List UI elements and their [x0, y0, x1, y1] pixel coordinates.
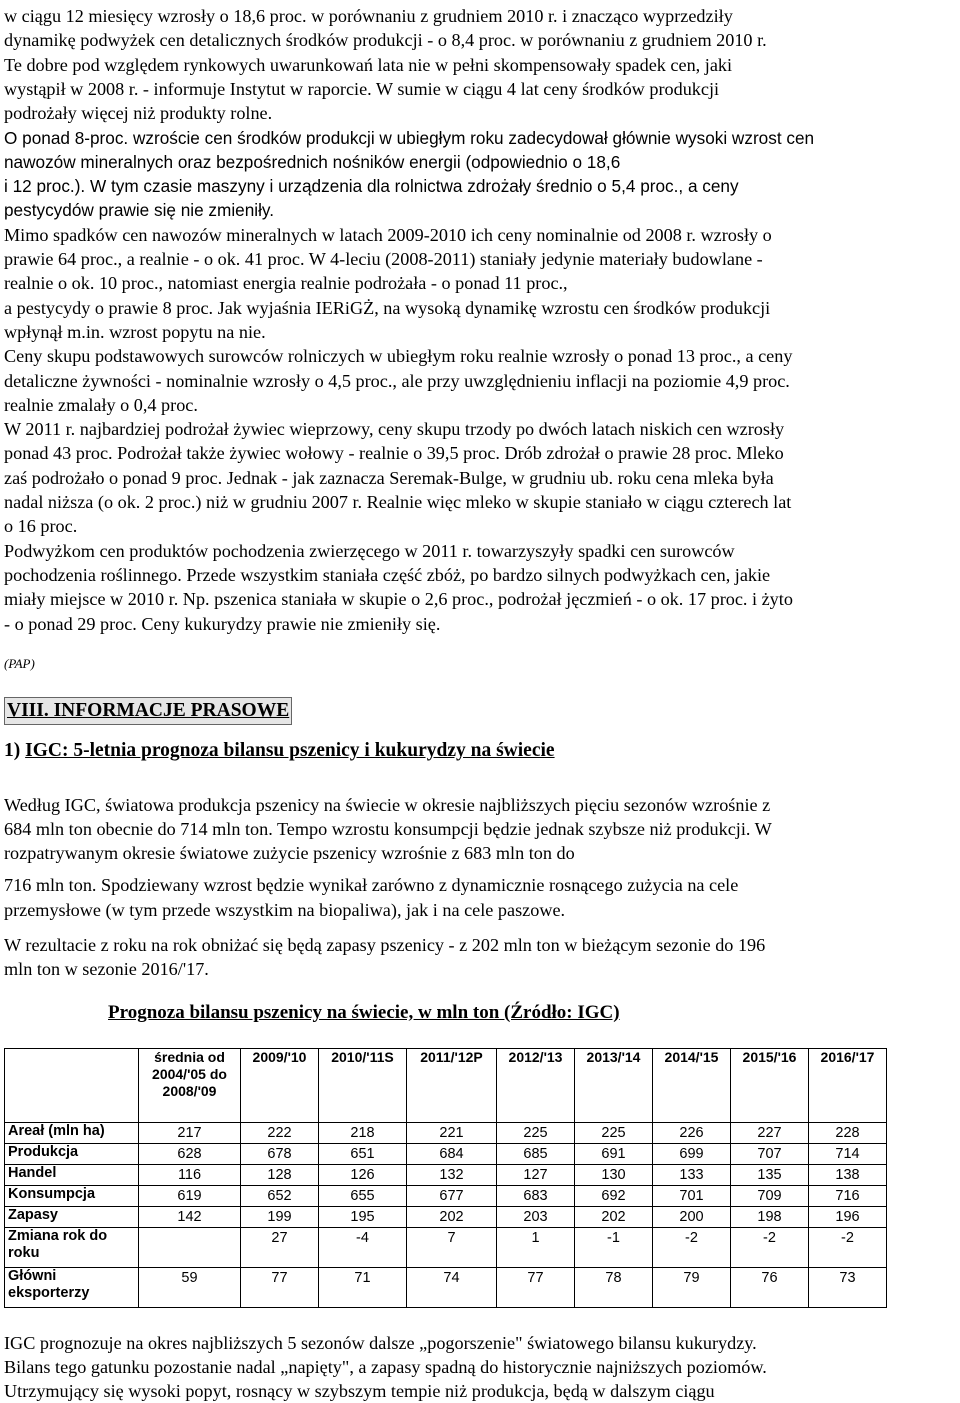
- table-cell: 59: [139, 1268, 241, 1308]
- table-cell: 128: [241, 1165, 319, 1186]
- table-cell: 77: [497, 1268, 575, 1308]
- table-title: Prognoza bilansu pszenicy na świecie, w mln ton (Źródło: IGC): [108, 1002, 620, 1023]
- table-cell: 198: [731, 1207, 809, 1228]
- text-line: Ceny skupu podstawowych surowców rolniczych w ubiegłym roku realnie wzrosły o ponad 13 proc., a ceny: [4, 346, 793, 367]
- table-cell: 652: [241, 1186, 319, 1207]
- table-corner: [5, 1049, 139, 1123]
- table-cell: 76: [731, 1268, 809, 1308]
- table-cell: 202: [575, 1207, 653, 1228]
- table-cell: 126: [319, 1165, 407, 1186]
- table-cell: 138: [809, 1165, 887, 1186]
- text-line: zaś podrożało o ponad 9 proc. Jednak - jak zaznacza Seremak-Bulge, w grudniu ub. roku cena mleka była: [4, 467, 774, 488]
- table-cell: 707: [731, 1144, 809, 1165]
- table-cell: -2: [653, 1228, 731, 1268]
- table-cell: -2: [731, 1228, 809, 1268]
- table-cell: 130: [575, 1165, 653, 1186]
- table-cell: 199: [241, 1207, 319, 1228]
- table-cell: 692: [575, 1186, 653, 1207]
- text-line: O ponad 8-proc. wzroście cen środków produkcji w ubiegłym roku zadecydował głównie wysoki wzrost cen: [4, 127, 815, 148]
- text-line: a pestycydy o prawie 8 proc. Jak wyjaśnia IERiGŻ, na wysoką dynamikę wzrostu cen środków produkcji: [4, 297, 771, 318]
- text-line: realnie o ok. 10 proc., natomiast energia realnie podrożała - o ponad 11 proc.,: [4, 273, 568, 294]
- table-row: [5, 1165, 887, 1186]
- text-line: w ciągu 12 miesięcy wzrosły o 18,6 proc. w porównaniu z grudniem 2010 r. i znacząco wyprzedziły: [4, 6, 733, 26]
- row-label: Główni eksporterzy: [5, 1268, 139, 1308]
- table-cell: 685: [497, 1144, 575, 1165]
- table-cell: 127: [497, 1165, 575, 1186]
- table-cell: 196: [809, 1207, 887, 1228]
- table-cell: 73: [809, 1268, 887, 1308]
- text-line: ponad 43 proc. Podrożał także żywiec wołowy - realnie o 39,5 proc. Drób zdrożał o prawie 28 proc. Mleko: [4, 443, 784, 464]
- row-label: Handel: [5, 1165, 139, 1186]
- text-line: Te dobre pod względem rynkowych uwarunkowań lata nie w pełni skompensowały spadek cen, jaki: [4, 54, 733, 75]
- table-cell: 27: [241, 1228, 319, 1268]
- table-body: [5, 1123, 887, 1308]
- text-line: Utrzymujący się wysoki popyt, rosnący w szybszym tempie niż produkcja, będą w dalszym ciągu: [4, 1381, 715, 1401]
- table-cell: 225: [497, 1123, 575, 1144]
- table-cell: 116: [139, 1165, 241, 1186]
- table-cell: 699: [653, 1144, 731, 1165]
- column-header: 2011/'12P: [407, 1049, 497, 1123]
- text-line: - o ponad 29 proc. Ceny kukurydzy prawie nie zmieniły się.: [4, 613, 441, 634]
- table-cell: 77: [241, 1268, 319, 1308]
- table-cell: 1: [497, 1228, 575, 1268]
- table-cell: 683: [497, 1186, 575, 1207]
- text-line: Mimo spadków cen nawozów mineralnych w latach 2009-2010 ich ceny nominalnie od 2008 r. wzrosły o: [4, 224, 772, 245]
- text-line: podrożały więcej niż produkty rolne.: [4, 103, 273, 124]
- table-cell: [139, 1228, 241, 1268]
- table-cell: 677: [407, 1186, 497, 1207]
- table-cell: -2: [809, 1228, 887, 1268]
- row-label: Produkcja: [5, 1144, 139, 1165]
- text-line: realnie zmalały o 0,4 proc.: [4, 394, 198, 415]
- text-line: wystąpił w 2008 r. - informuje Instytut w raporcie. W sumie w ciągu 4 lat ceny środków produkcji: [4, 78, 720, 99]
- table-cell: 655: [319, 1186, 407, 1207]
- table-row: [5, 1207, 887, 1228]
- subsection-title: IGC: 5-letnia prognoza bilansu pszenicy i kukurydzy na świecie: [25, 740, 555, 761]
- table-cell: 226: [653, 1123, 731, 1144]
- text-line: detaliczne żywności - nominalnie wzrosły o 4,5 proc., ale przy uwzględnieniu inflacji na poziomie 4,9 proc.: [4, 370, 790, 391]
- table-cell: 7: [407, 1228, 497, 1268]
- table-cell: 133: [653, 1165, 731, 1186]
- table-cell: 142: [139, 1207, 241, 1228]
- text-line: 684 mln ton obecnie do 714 mln ton. Tempo wzrostu konsumpcji będzie jednak szybsze niż produkcji. W: [4, 819, 772, 839]
- text-line: 716 mln ton. Spodziewany wzrost będzie wynikał zarówno z dynamicznie rosnącego zużycia na cele: [4, 875, 739, 895]
- table-cell: 79: [653, 1268, 731, 1308]
- text-line: prawie 64 proc., a realnie - o ok. 41 proc. W 4-leciu (2008-2011) staniały jedynie materiały budowlane -: [4, 249, 763, 269]
- text-line: mln ton w sezonie 2016/'17.: [4, 959, 209, 979]
- table-cell: 218: [319, 1123, 407, 1144]
- table-cell: 714: [809, 1144, 887, 1165]
- table-cell: 203: [497, 1207, 575, 1228]
- text-line: o 16 proc.: [4, 516, 78, 537]
- row-label: Zapasy: [5, 1207, 139, 1228]
- table-header-row: [5, 1049, 887, 1123]
- source-attribution: (PAP): [4, 656, 35, 671]
- table-cell: 684: [407, 1144, 497, 1165]
- table-cell: 195: [319, 1207, 407, 1228]
- table-cell: 628: [139, 1144, 241, 1165]
- table-cell: 135: [731, 1165, 809, 1186]
- table-cell: 78: [575, 1268, 653, 1308]
- table-cell: -1: [575, 1228, 653, 1268]
- text-line: nawozów mineralnych oraz bezpośrednich nośników energii (odpowiednio o 18,6: [4, 151, 621, 172]
- text-line: Według IGC, światowa produkcja pszenicy na świecie w okresie najbliższych pięciu sezonów wzrośnie z: [4, 795, 771, 815]
- table-cell: 709: [731, 1186, 809, 1207]
- row-label: Areał (mln ha): [5, 1123, 139, 1144]
- text-line: i 12 proc.). W tym czasie maszyny i urządzenia dla rolnictwa zdrożały średnio o 5,4 proc., a ceny: [4, 176, 739, 197]
- table-cell: 651: [319, 1144, 407, 1165]
- table-cell: 132: [407, 1165, 497, 1186]
- column-header: 2016/'17: [809, 1049, 887, 1123]
- table-cell: 691: [575, 1144, 653, 1165]
- column-header: 2010/'11S: [319, 1049, 407, 1123]
- table-cell: 225: [575, 1123, 653, 1144]
- table-cell: 217: [139, 1123, 241, 1144]
- table-cell: 228: [809, 1123, 887, 1144]
- table-cell: 200: [653, 1207, 731, 1228]
- table-cell: 716: [809, 1186, 887, 1207]
- section-heading: VIII. INFORMACJE PRASOWE: [4, 697, 292, 725]
- table-row: [5, 1144, 887, 1165]
- table-cell: 227: [731, 1123, 809, 1144]
- table-cell: 222: [241, 1123, 319, 1144]
- table-row: [5, 1123, 887, 1144]
- text-line: miały miejsce w 2010 r. Np. pszenica staniała w skupie o 2,6 proc., podrożał jęczmień - o ok. 17 proc. i żyto: [4, 589, 793, 610]
- text-line: W 2011 r. najbardziej podrożał żywiec wieprzowy, ceny skupu trzody po dwóch latach niskich cen wzrosły: [4, 419, 785, 440]
- subsection-number: 1): [4, 740, 26, 761]
- table-row: [5, 1228, 887, 1268]
- table-cell: 701: [653, 1186, 731, 1207]
- text-line: dynamikę podwyżek cen detalicznych środków produkcji - o 8,4 proc. w porównaniu z grudniem 2010 r.: [4, 30, 767, 51]
- column-header: 2014/'15: [653, 1049, 731, 1123]
- text-line: rozpatrywanym okresie światowe zużycie pszenicy wzrośnie z 683 mln ton do: [4, 843, 575, 863]
- text-line: IGC prognozuje na okres najbliższych 5 sezonów dalsze „pogorszenie" światowego bilansu kukurydzy.: [4, 1333, 757, 1353]
- table-cell: 202: [407, 1207, 497, 1228]
- table-cell: -4: [319, 1228, 407, 1268]
- row-label: Zmiana rok do roku: [5, 1228, 139, 1268]
- table-cell: 74: [407, 1268, 497, 1308]
- table-cell: 71: [319, 1268, 407, 1308]
- text-line: Bilans tego gatunku pozostanie nadal „napięty", a zapasy spadną do historycznie najniższych poziomów.: [4, 1357, 767, 1377]
- text-line: pestycydów prawie się nie zmieniły.: [4, 200, 275, 221]
- text-line: wpłynął m.in. wzrost popytu na nie.: [4, 321, 266, 342]
- text-line: przemysłowe (w tym przede wszystkim na biopaliwa), jak i na cele paszowe.: [4, 900, 566, 920]
- column-header: średnia od 2004/'05 do 2008/'09: [139, 1049, 241, 1123]
- column-header: 2015/'16: [731, 1049, 809, 1123]
- text-line: pochodzenia roślinnego. Przede wszystkim staniała część zbóż, po bardzo silnych podwyżkach cen, jakie: [4, 564, 771, 585]
- table-cell: 619: [139, 1186, 241, 1207]
- subsection-heading: [4, 738, 555, 764]
- text-line: W rezultacie z roku na rok obniżać się będą zapasy pszenicy - z 202 mln ton w bieżącym sezonie do 196: [4, 935, 766, 955]
- column-header: 2012/'13: [497, 1049, 575, 1123]
- column-header: 2009/'10: [241, 1049, 319, 1123]
- table-row: [5, 1186, 887, 1207]
- table-row: [5, 1268, 887, 1308]
- column-header: 2013/'14: [575, 1049, 653, 1123]
- table-cell: 678: [241, 1144, 319, 1165]
- wheat-balance-table: [4, 1048, 887, 1308]
- text-line: Podwyżkom cen produktów pochodzenia zwierzęcego w 2011 r. towarzyszyły spadki cen surowców: [4, 540, 735, 561]
- row-label: Konsumpcja: [5, 1186, 139, 1207]
- text-line: nadal niższa (o ok. 2 proc.) niż w grudniu 2007 r. Realnie więc mleko w skupie staniało w ciągu czterech lat: [4, 492, 792, 512]
- table-cell: 221: [407, 1123, 497, 1144]
